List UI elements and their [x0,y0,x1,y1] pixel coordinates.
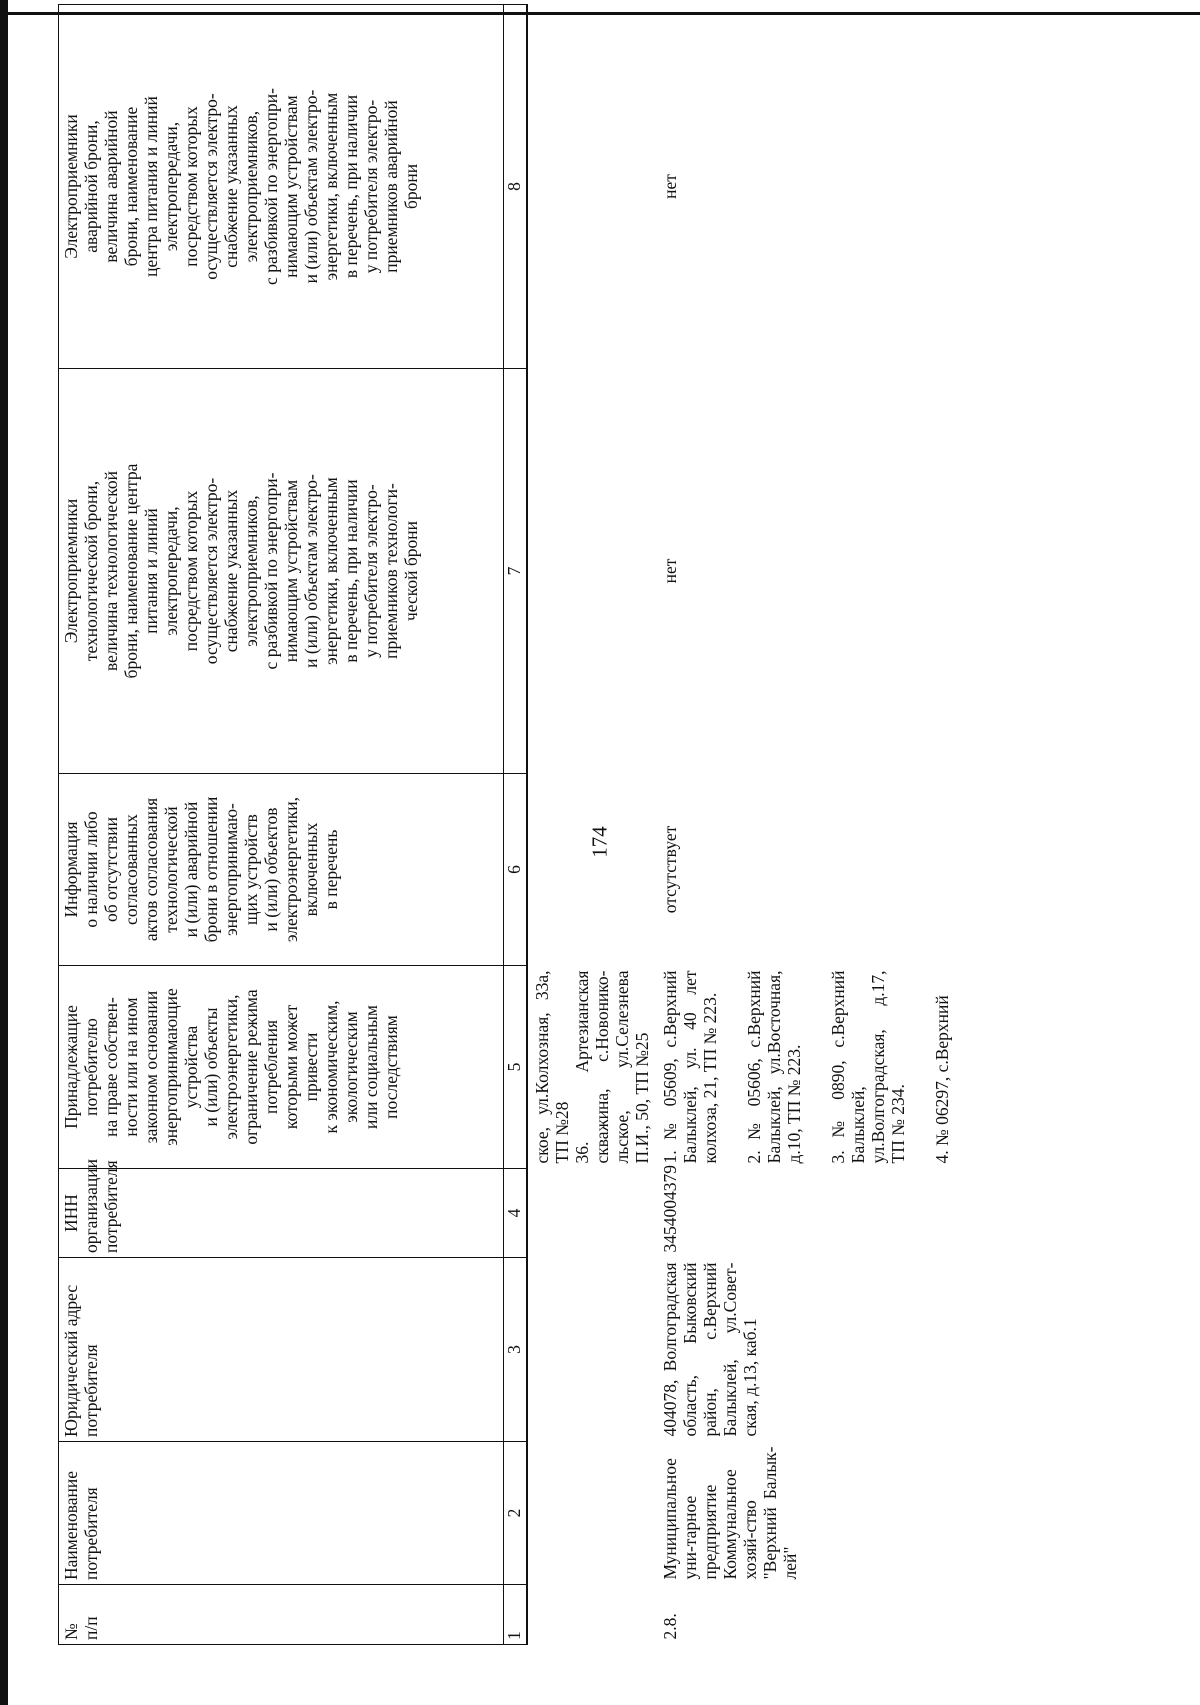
header-objects: Принадлежащие потребителю на праве собствен- ности или на ином законном основании энергопринимающие устройства и (или) объекты электроэнергетики, ограничение режима потребления которыми может привести к экономическим, экологическим или социальным последствиям [59,966,504,1169]
consumer-table [58,4,980,1645]
column-number: 3 [504,1258,528,1442]
acts-status: отсутствует [660,825,680,914]
object-entry: 1. № 05609, с.Верхний Балыклей, ул. 40 лет колхоза, 21, ТП № 223. [660,970,720,1164]
header-address: Юридический адрес потребителя [59,1258,504,1442]
object-entry: 4. № 06297, с.Верхний [932,995,952,1164]
column-number: 8 [504,5,528,369]
header-num: № п/п [59,1585,504,1645]
consumer-inn: 3454004379 [660,1165,680,1253]
row-number: 2.8. [660,1613,680,1640]
consumer-name: Муниципальное уни-тарное предприятие Коммунальное хозяй-ство "Верхний Балык-лей" [660,1446,800,1580]
header-name: Наименование потребителя [59,1442,504,1585]
header-inn: ИНН организации потребителя [59,1169,504,1258]
header-emergency-reserve: Электроприемники аварийной брони, величина аварийной брони, наименование центра питания и линий электропередачи, посредством которых осуществляется электро- снабжение указанных электроприемников, с разбивкой по энергопри- нимающим устройствам и (или) объектам электро- энергетики, включенным в перечень, при наличии у потребителя электро- приемников аварийной брони [59,5,504,369]
column-number: 6 [504,774,528,966]
tech-reserve-value: нет [660,558,680,584]
header-acts: Информация о наличии либо об отсутствии согласованных актов согласования технологической и (или) аварийной брони в отношении энергопринимаю- щих устройств и (или) объектов электроэнергетики, включенных в перечень [59,774,504,966]
continuation-row [527,5,656,1645]
object-entry: 2. № 05606, с.Верхний Балыклей, ул.Восточная, д.10, ТП № 223. [744,970,804,1164]
table-row [656,5,980,1645]
header-tech-reserve: Электроприемники технологической брони, величина технологической брони, наименование центра питания и линий электропередачи, посредством которых осуществляется электро- снабжение указанных электроприемников, с разбивкой по энергопри- нимающим устройствам и (или) объектам электро- энергетики, включенным в перечень, при наличии у потребителя электро- приемников технологи- ческой брони [59,369,504,774]
continued-objects: ское, ул.Колхозная, 33а, ТП №28 36. Артезианская скважина, с.Новонико-льское, ул.Селезнева П.И., 50, ТП №25 [532,970,652,1164]
consumer-address: 404078, Волгоградская область, Быковский район, с.Верхний Балыклей, ул.Совет-ская, д.13, каб.1 [660,1262,760,1437]
emergency-reserve-value: нет [660,174,680,199]
column-number: 5 [504,966,528,1169]
object-entry: 3. № 0890, с.Верхний Балыклей, ул.Волгоградская, д.17, ТП № 234. [828,970,908,1164]
page-left-border [0,0,8,1705]
column-number: 1 [504,1585,528,1645]
column-number: 7 [504,369,528,774]
page-number: 174 [587,826,612,858]
consumer-objects [656,966,980,1169]
column-number: 2 [504,1442,528,1585]
column-number: 4 [504,1169,528,1258]
rotated-table-container [58,5,1178,1645]
